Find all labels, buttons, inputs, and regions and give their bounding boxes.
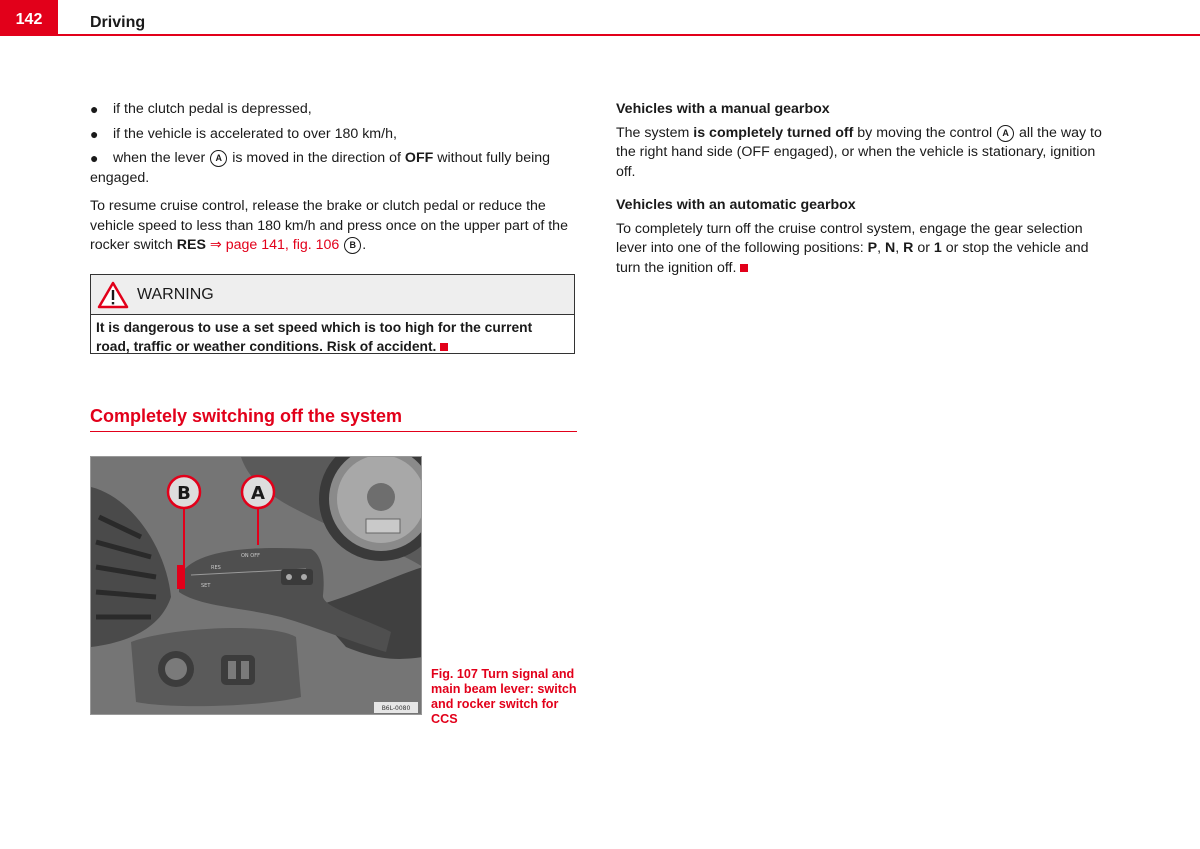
manual-bold: is completely turned off <box>693 124 854 141</box>
bullet-dot: ● <box>90 101 99 117</box>
separator: , <box>877 240 882 256</box>
manual-text: The system <box>616 124 690 141</box>
arrow-icon: ⇒ <box>209 237 222 253</box>
manual-heading: Vehicles with a manual gearbox <box>616 101 830 117</box>
warning-box <box>90 274 575 354</box>
bullet-text: is moved in the direction of <box>232 150 401 166</box>
bullet-dot: ● <box>90 150 99 166</box>
manual-text: by moving the control <box>857 124 993 141</box>
bullet-item <box>90 125 577 145</box>
res-label: RES <box>176 237 206 253</box>
resume-text: To resume cruise control, release the brake or clutch pedal or reduce the vehicle speed to less than 180 km/h and press once on the upper part of the rocker switch <box>90 198 568 253</box>
separator: , <box>895 240 900 256</box>
gear-1: 1 <box>933 240 942 256</box>
bullet-text: when the lever <box>113 150 206 166</box>
automatic-gearbox-block <box>616 196 1106 278</box>
bullet-text: without fully being engaged. <box>90 150 551 186</box>
figure-caption: Fig. 107 Turn signal and main beam lever: switch and rocker switch for CCS <box>431 667 577 726</box>
marker-b: B <box>344 237 361 254</box>
page-number: 142 <box>0 0 58 36</box>
or-text: or <box>917 240 930 256</box>
svg-text:ON OFF: ON OFF <box>241 553 260 559</box>
warning-body: It is dangerous to use a set speed which is too high for the current road, traffic or weather conditions. Risk of accident. <box>96 320 533 354</box>
figure-image <box>90 456 422 715</box>
header-rule <box>58 34 1200 36</box>
svg-text:SET: SET <box>201 583 211 589</box>
bullet-text: if the vehicle is accelerated to over 180 km/h, <box>113 125 397 142</box>
automatic-text: or stop the vehicle and turn the ignition off. <box>616 240 1089 276</box>
right-column <box>616 100 1106 292</box>
figure-code: B6L-0080 <box>381 705 411 712</box>
end-square-icon <box>740 264 748 272</box>
automatic-paragraph <box>616 220 1106 279</box>
resume-paragraph <box>90 197 577 256</box>
manual-text: all the way to the right hand side (OFF engaged), or when the vehicle is stationary, ignition off. <box>616 124 1102 180</box>
manual-gearbox-block <box>616 100 1106 182</box>
automatic-text: To completely turn off the cruise control system, engage the gear selection lever into one of the following positions: <box>616 220 1083 256</box>
warning-title: WARNING <box>137 285 214 303</box>
warning-header <box>91 275 574 315</box>
left-column <box>90 100 577 256</box>
warning-text <box>91 315 574 356</box>
section-heading: Completely switching off the system <box>90 406 577 432</box>
svg-text:RES: RES <box>211 565 221 571</box>
bullet-dot: ● <box>90 125 99 142</box>
bullet-item <box>90 149 577 188</box>
page-link[interactable]: page 141, fig. 106 <box>225 237 340 253</box>
gear-r: R <box>903 240 914 256</box>
bullet-bold: OFF <box>404 150 434 166</box>
page-title: Driving <box>90 14 146 31</box>
manual-paragraph <box>616 124 1106 183</box>
gear-n: N <box>884 240 896 256</box>
marker-a: A <box>210 150 227 167</box>
gear-p: P <box>867 240 878 256</box>
callout-b: B <box>177 483 191 504</box>
callout-a: A <box>251 483 265 504</box>
end-square-icon <box>440 343 448 351</box>
bullet-item <box>90 100 577 120</box>
lever-illustration <box>91 457 422 715</box>
resume-end: . <box>362 237 367 253</box>
warning-triangle-icon <box>97 281 129 309</box>
bullet-text: if the clutch pedal is depressed, <box>113 101 312 117</box>
marker-a: A <box>997 125 1014 142</box>
automatic-heading: Vehicles with an automatic gearbox <box>616 197 856 213</box>
